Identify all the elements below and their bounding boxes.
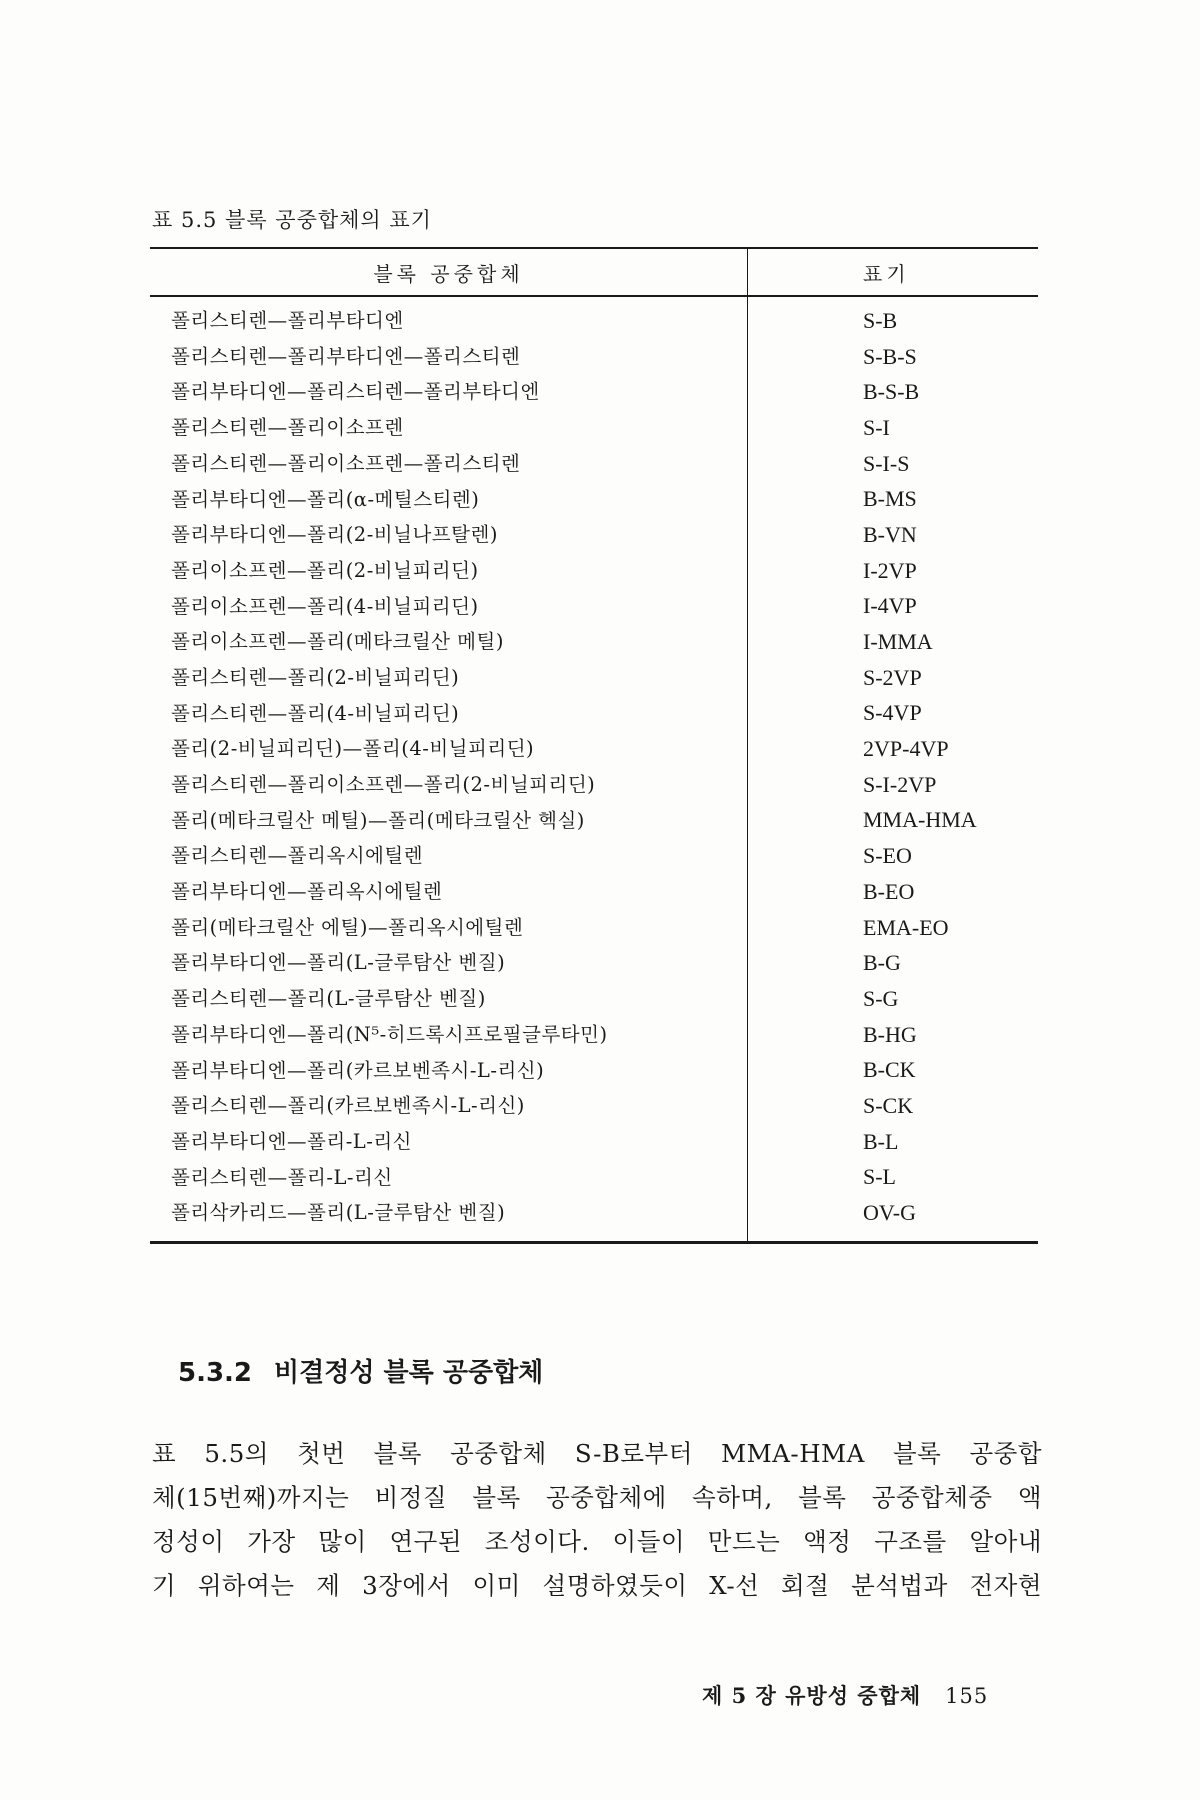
notation-cell: B-G [863, 950, 901, 976]
notation-cell: S-B-S [863, 343, 917, 369]
notation-cell: EMA-EO [863, 914, 949, 940]
copolymer-name-cell: 폴리부타디엔—폴리(L-글루탐산 벤질) [150, 945, 748, 981]
section-heading [178, 1352, 543, 1389]
copolymer-name-cell: 폴리부타디엔—폴리(카르보벤족시-L-리신) [150, 1052, 748, 1088]
copolymer-name-cell: 폴리(2-비닐피리딘)—폴리(4-비닐피리딘) [150, 731, 748, 767]
table-row [150, 1088, 1038, 1124]
section-title: 비결정성 블록 공중합체 [274, 1358, 544, 1388]
notation-cell: B-EO [863, 878, 915, 904]
table-row [150, 624, 1038, 660]
copolymer-name-cell: 폴리부타디엔—폴리(N⁵-히드록시프로필글루타민) [150, 1017, 748, 1053]
copolymer-name-cell: 폴리부타디엔—폴리(α-메틸스티렌) [150, 481, 748, 517]
table-row [150, 981, 1038, 1017]
copolymer-name-cell: 폴리스티렌—폴리(2-비닐피리딘) [150, 660, 748, 696]
table-row [150, 696, 1038, 732]
notation-cell: S-I [863, 414, 890, 440]
notation-cell: S-EO [863, 843, 912, 869]
table-row [150, 945, 1038, 981]
body-line: 정성이 가장 많이 연구된 조성이다. 이들이 만드는 액정 구조를 알아내 [152, 1527, 1042, 1556]
copolymer-name-cell: 폴리삭카리드—폴리(L-글루탐산 벤질) [150, 1195, 748, 1242]
copolymer-name-cell: 폴리스티렌—폴리-L-리신 [150, 1160, 748, 1196]
notation-cell: S-I-2VP [863, 771, 937, 797]
table-row [150, 1017, 1038, 1053]
copolymer-name-cell: 폴리이소프렌—폴리(2-비닐피리딘) [150, 553, 748, 589]
header-block-copolymer: 블록 공중합체 [150, 248, 748, 296]
notation-cell: B-L [863, 1128, 899, 1154]
copolymer-name-cell: 폴리스티렌—폴리이소프렌—폴리(2-비닐피리딘) [150, 767, 748, 803]
table-row [150, 660, 1038, 696]
table-row [150, 410, 1038, 446]
notation-cell: I-4VP [863, 593, 917, 619]
body-line: 기 위하여는 제 3장에서 이미 설명하였듯이 X-선 회절 분석법과 전자현 [152, 1571, 1042, 1600]
page-number: 155 [945, 1684, 989, 1708]
notation-cell: OV-G [863, 1200, 916, 1226]
body-line: 표 5.5의 첫번 블록 공중합체 S-B로부터 MMA-HMA 블록 공중합 [152, 1439, 1042, 1468]
table-row [150, 1160, 1038, 1196]
table-header-row [150, 248, 1038, 296]
section-number: 5.3.2 [178, 1358, 253, 1388]
table-row [150, 803, 1038, 839]
notation-cell: B-VN [863, 521, 917, 547]
notation-cell: B-S-B [863, 379, 920, 405]
copolymer-name-cell: 폴리부타디엔—폴리옥시에틸렌 [150, 874, 748, 910]
copolymer-name-cell: 폴리(메타크릴산 메틸)—폴리(메타크릴산 헥실) [150, 803, 748, 839]
table-row [150, 910, 1038, 946]
copolymer-name-cell: 폴리스티렌—폴리(4-비닐피리딘) [150, 696, 748, 732]
notation-cell: S-2VP [863, 664, 922, 690]
notation-cell: S-CK [863, 1092, 914, 1118]
table-row [150, 1052, 1038, 1088]
copolymer-name-cell: 폴리스티렌—폴리이소프렌 [150, 410, 748, 446]
body-paragraph [152, 1432, 1042, 1608]
table-row [150, 767, 1038, 803]
copolymer-name-cell: 폴리스티렌—폴리(카르보벤족시-L-리신) [150, 1088, 748, 1124]
notation-cell: I-MMA [863, 629, 933, 655]
table-row [150, 1124, 1038, 1160]
copolymer-name-cell: 폴리스티렌—폴리부타디엔 [150, 296, 748, 339]
table-row [150, 517, 1038, 553]
notation-cell: S-B [863, 307, 898, 333]
notation-cell: S-4VP [863, 700, 922, 726]
copolymer-name-cell: 폴리부타디엔—폴리스티렌—폴리부타디엔 [150, 374, 748, 410]
table-body [150, 296, 1038, 1242]
running-chapter-title: 제 5 장 유방성 중합체 [702, 1683, 922, 1708]
table-row [150, 446, 1038, 482]
table-row [150, 553, 1038, 589]
notation-cell: B-MS [863, 486, 917, 512]
copolymer-name-cell: 폴리부타디엔—폴리-L-리신 [150, 1124, 748, 1160]
table-row [150, 296, 1038, 339]
table-row [150, 731, 1038, 767]
copolymer-name-cell: 폴리스티렌—폴리옥시에틸렌 [150, 838, 748, 874]
table-caption: 표 5.5 블록 공중합체의 표기 [152, 208, 432, 232]
copolymer-name-cell: 폴리이소프렌—폴리(메타크릴산 메틸) [150, 624, 748, 660]
table-row [150, 1195, 1038, 1242]
table-row [150, 874, 1038, 910]
notation-cell: 2VP-4VP [863, 736, 949, 762]
copolymer-name-cell: 폴리부타디엔—폴리(2-비닐나프탈렌) [150, 517, 748, 553]
table-row [150, 838, 1038, 874]
header-notation: 표기 [748, 248, 1039, 296]
copolymer-name-cell: 폴리스티렌—폴리부타디엔—폴리스티렌 [150, 339, 748, 375]
notation-cell: S-G [863, 985, 899, 1011]
table-row [150, 339, 1038, 375]
table-row [150, 589, 1038, 625]
page-footer [702, 1680, 988, 1710]
copolymer-name-cell: 폴리(메타크릴산 에틸)—폴리옥시에틸렌 [150, 910, 748, 946]
notation-cell: S-I-S [863, 450, 910, 476]
notation-cell: B-HG [863, 1021, 917, 1047]
copolymer-name-cell: 폴리스티렌—폴리이소프렌—폴리스티렌 [150, 446, 748, 482]
block-copolymer-notation-table [150, 247, 1038, 1244]
notation-cell: B-CK [863, 1057, 916, 1083]
notation-cell: S-L [863, 1164, 896, 1190]
copolymer-name-cell: 폴리이소프렌—폴리(4-비닐피리딘) [150, 589, 748, 625]
table-row [150, 374, 1038, 410]
notation-cell: I-2VP [863, 557, 917, 583]
notation-cell: MMA-HMA [863, 807, 977, 833]
table-row [150, 481, 1038, 517]
body-line: 체(15번째)까지는 비정질 블록 공중합체에 속하며, 블록 공중합체중 액 [152, 1483, 1042, 1512]
copolymer-name-cell: 폴리스티렌—폴리(L-글루탐산 벤질) [150, 981, 748, 1017]
